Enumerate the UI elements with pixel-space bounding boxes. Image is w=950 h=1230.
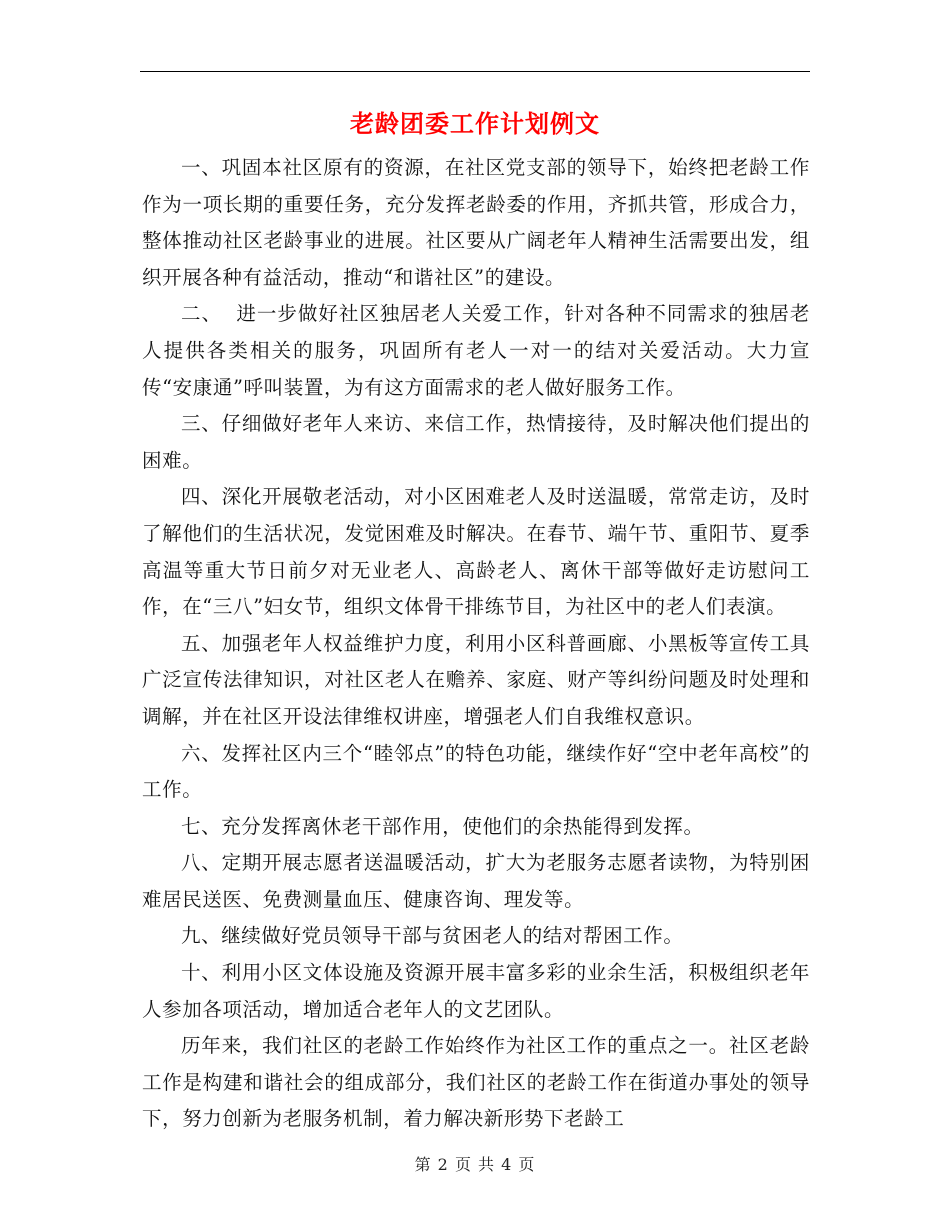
paragraph-7: 七、充分发挥离休老干部作用，使他们的余热能得到发挥。 bbox=[181, 814, 704, 838]
paragraph-4: 四、深化开展敬老活动，对小区困难老人及时送温暖，常常走访，及时了解他们的生活状况，发觉困难及时解决。在春节、端午节、重阳节、夏季高温等重大节日前夕对无业老人、高龄老人、离休干部等做好走访慰问工作，在“三八”妇女节，组织文体骨干排练节目，为社区中的老人们表演。 bbox=[142, 485, 810, 619]
paragraph-9: 九、继续做好党员领导干部与贫困老人的结对帮困工作。 bbox=[181, 924, 684, 948]
header-rule bbox=[140, 71, 810, 72]
paragraph-8: 八、定期开展志愿者送温暖活动，扩大为老服务志愿者读物，为特别困难居民送医、免费测量血压、健康咨询、理发等。 bbox=[142, 851, 810, 911]
paragraph-5: 五、加强老年人权益维护力度，利用小区科普画廊、小黑板等宣传工具广泛宣传法律知识，对社区老人在赡养、家庭、财产等纠纷问题及时处理和调解，并在社区开设法律维权讲座，增强老人们自我维权意识。 bbox=[142, 631, 810, 728]
paragraph-6: 六、发挥社区内三个“睦邻点”的特色功能，继续作好“空中老年高校”的工作。 bbox=[142, 741, 810, 802]
paragraph-10: 十、利用小区文体设施及资源开展丰富多彩的业余生活，积极组织老年人参加各项活动，增加适合老年人的文艺团队。 bbox=[142, 961, 810, 1021]
paragraph-11: 历年来，我们社区的老龄工作始终作为社区工作的重点之一。社区老龄工作是构建和谐社会的组成部分，我们社区的老龄工作在街道办事处的领导下，努力创新为老服务机制，着力解决新形势下老龄工 bbox=[142, 1034, 810, 1131]
page-number-footer: 第 2 页 共 4 页 bbox=[414, 1155, 536, 1174]
paragraph-1: 一、巩固本社区原有的资源，在社区党支部的领导下，始终把老龄工作作为一项长期的重要任务，充分发挥老龄委的作用，齐抓共管，形成合力，整体推动社区老龄事业的进展。社区要从广阔老年人精神生活需要出发，组织开展各种有益活动，推动“和谐社区”的建设。 bbox=[142, 156, 810, 289]
paragraph-3: 三、仔细做好老年人来访、来信工作，热情接待，及时解决他们提出的困难。 bbox=[142, 412, 810, 472]
paragraph-2: 二、 进一步做好社区独居老人关爱工作，针对各种不同需求的独居老人提供各类相关的服务，巩固所有老人一对一的结对关爱活动。大力宣传“安康通”呼叫装置，为有这方面需求的老人做好服务工作。 bbox=[142, 302, 810, 399]
document-title: 老龄团委工作计划例文 bbox=[350, 110, 600, 138]
document-body bbox=[142, 150, 810, 1138]
